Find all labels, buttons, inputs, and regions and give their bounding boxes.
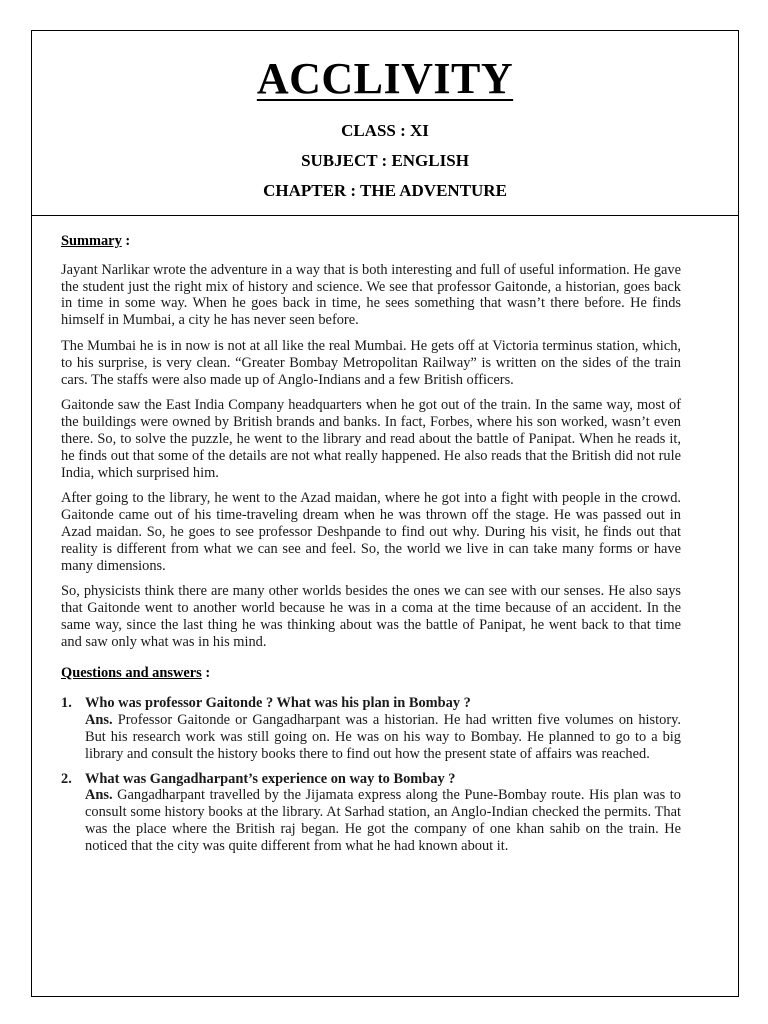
summary-paragraph: Gaitonde saw the East India Company headquarters when he got out of the train. In the same way, most of the buildings were owned by British brands and banks. In fact, Forbes, where his son worked, wasn’t even there. So, to solve the puzzle, he went to the library and read about the battle of Panipat. When he reads it, he finds out that some of the details are not what really happened. He also reads that the British did not rule India, which surprised him.	[61, 397, 681, 481]
summary-heading-text: Summary	[61, 233, 122, 249]
qa-heading	[61, 665, 681, 682]
answer-text: Gangadharpant travelled by the Jijamata express along the Pune-Bombay route. His plan was to consult some history books at the library. At Sarhad station, an Anglo-Indian checked the permits. That was the place where the British raj began. He got the company of one khan sahib on the train. He noticed that the city was quite different from what he had known about it.	[85, 787, 681, 854]
summary-paragraph: After going to the library, he went to the Azad maidan, where he got into a fight with people in the crowd. Gaitonde came out of his time-traveling dream when he was thrown off the stage. He was passed out in Azad maidan. So, he goes to see professor Deshpande to find out why. During his visit, he finds out that reality is different from what we can see and feel. So, the world we live in can take many forms or have many dimensions.	[61, 490, 681, 574]
document-header	[32, 31, 738, 216]
summary-paragraph: Jayant Narlikar wrote the adventure in a way that is both interesting and full of useful information. He gave the student just the right mix of history and science. We see that professor Gaitonde, a historian, goes back in time in some way. When he goes back in time, he sees something that wasn’t there before. He finds himself in Mumbai, a city he has never seen before.	[61, 261, 681, 329]
qa-heading-suffix: :	[201, 664, 211, 681]
summary-paragraph: So, physicists think there are many other worlds besides the ones we can see with our senses. He also says that Gaitonde went to another world because he was in a coma at the time because of an accident. In the same way, since the last thing he was thinking about was the battle of Panipat, he went back to that time and saw only what was in his mind.	[61, 583, 681, 650]
answer-label: Ans.	[85, 787, 113, 804]
summary-heading-suffix: :	[121, 233, 131, 249]
question-text: What was Gangadharpant’s experience on way to Bombay ?	[85, 770, 456, 787]
class-line: CLASS : XI	[341, 121, 429, 140]
qa-item	[61, 695, 681, 762]
qa-list	[61, 695, 681, 854]
answer-label: Ans.	[85, 712, 113, 729]
subject-line: SUBJECT : ENGLISH	[301, 151, 469, 170]
chapter-line: CHAPTER : THE ADVENTURE	[263, 181, 507, 200]
document-title: ACCLIVITY	[256, 54, 514, 103]
question-text: Who was professor Gaitonde ? What was his plan in Bombay ?	[85, 695, 471, 712]
qa-item	[61, 771, 681, 855]
summary-heading	[61, 233, 681, 250]
question-number: 1.	[61, 695, 72, 712]
question-number: 2.	[61, 770, 72, 787]
qa-heading-text: Questions and answers	[61, 664, 202, 681]
answer-block	[85, 712, 681, 762]
document-body	[61, 233, 681, 863]
answer-text: Professor Gaitonde or Gangadharpant was a historian. He had written five volumes on history. But his research work was still going on. He was on his way to Bombay. He planned to go to a big library and consult the history books there to find out how the present state of affairs was reached.	[85, 712, 681, 762]
answer-block	[85, 787, 681, 854]
summary-paragraph: The Mumbai he is in now is not at all like the real Mumbai. He gets off at Victoria terminus station, which, to his surprise, is very clean. “Greater Bombay Metropolitan Railway” is written on the sides of the train cars. The staffs were also made up of Anglo-Indians and a few British officers.	[61, 337, 681, 388]
